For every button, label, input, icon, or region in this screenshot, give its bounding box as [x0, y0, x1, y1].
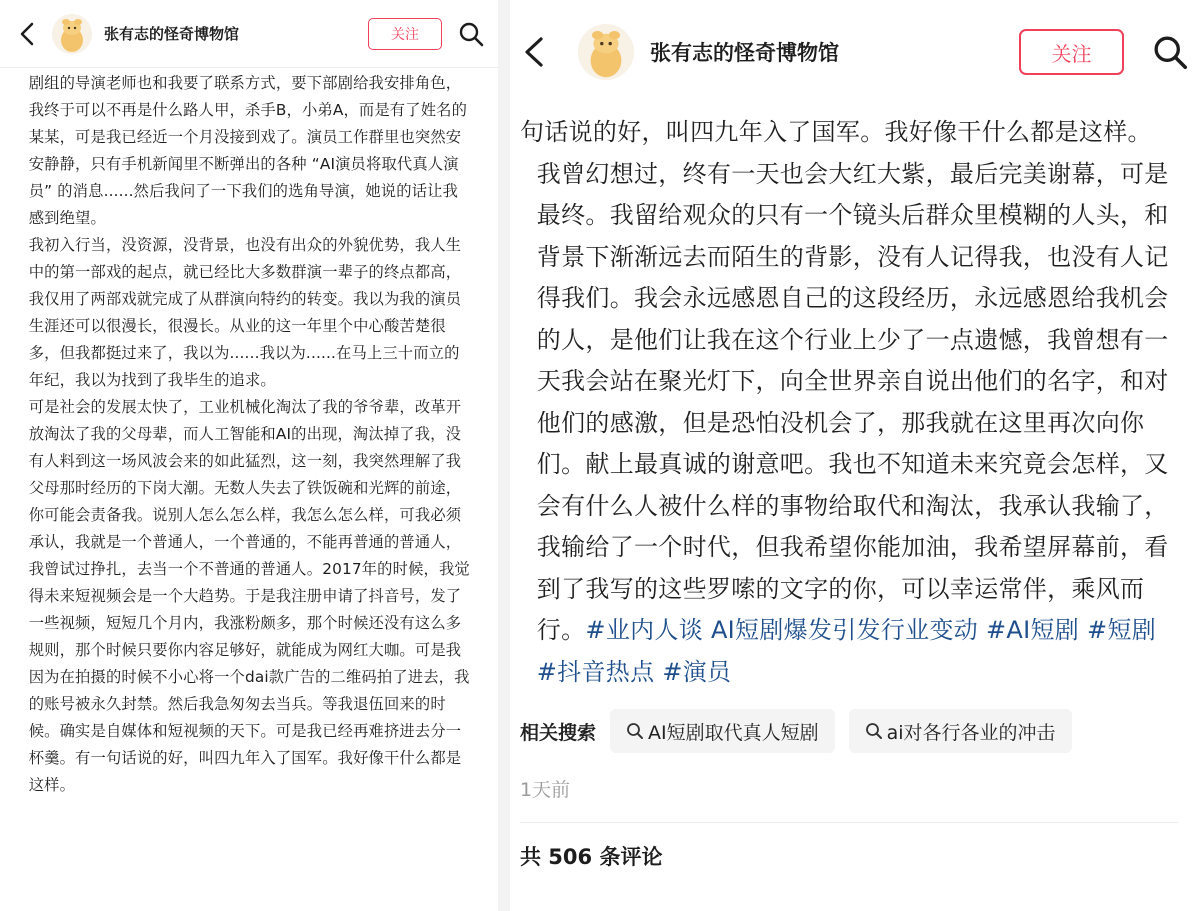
article-body [0, 68, 498, 799]
related-searches-label: 相关搜索 [520, 721, 597, 744]
comments-count[interactable]: 共 506 条评论 [520, 845, 663, 869]
top-bar [0, 0, 498, 68]
related-searches [520, 709, 1200, 753]
related-search-text: ai对各行各业的冲击 [886, 721, 1056, 744]
article-paragraph [520, 154, 1178, 694]
hashtag-link[interactable]: #演员 [662, 657, 732, 686]
hashtag-link[interactable]: #抖音热点 [536, 657, 655, 686]
hashtag-link[interactable]: #业内人谈 AI短剧爆发引发行业变动 [585, 616, 979, 644]
article-body [510, 104, 1200, 693]
hashtag-link[interactable]: #短剧 [1087, 616, 1157, 644]
article-paragraph: 句话说的好，叫四九年入了国军。我好像干什么都是这样。 [520, 118, 1152, 146]
section-divider [520, 822, 1178, 823]
avatar[interactable] [52, 14, 92, 54]
right-screenshot [510, 0, 1200, 911]
related-search-chip[interactable] [610, 709, 835, 753]
follow-button[interactable]: 关注 [1019, 29, 1124, 75]
post-time: 1天前 [520, 779, 571, 801]
account-name[interactable]: 张有志的怪奇博物馆 [650, 41, 839, 65]
article-paragraph: 可是社会的发展太快了，工业机械化淘汰了我的爷爷辈，改革开放淘汰了我的父母辈，而人工智能和AI的出现，淘汰掉了我，没有人料到这一场风波会来的如此猛烈，这一刻，我突然理解了我父母那时经历的下岗大潮。无数人失去了铁饭碗和光辉的前途，你可能会责备我。说别人怎么怎么样，我怎么怎么样，可我必须承认，我就是一个普通人，一个普通的，不能再普通的普通人，我曾试过挣扎，去当一个不普通的普通人。2017年的时候，我觉得未来短视频会是一个大趋势。于是我注册申请了抖音号，发了一些视频，短短几个月内，我涨粉颇多，那个时候还没有这么多规则，那个时候只要你内容足够好，就能成为网红大咖。可是我因为在拍摄的时候不小心将一个dai款广告的二维码拍了进去，我的账号被永久封禁。然后我急匆匆去当兵。等我退伍回来的时候。确实是自媒体和短视频的天下。可是我已经再难挤进去分一杯羹。有一句话说的好，叫四九年入了国军。我好像干什么都是这样。 [28, 398, 470, 794]
screenshot-divider [498, 0, 510, 911]
account-name[interactable]: 张有志的怪奇博物馆 [104, 25, 240, 43]
related-search-chip[interactable] [849, 709, 1072, 753]
top-bar [510, 0, 1200, 104]
avatar[interactable] [578, 24, 634, 80]
article-paragraph: 剧组的导演老师也和我要了联系方式，要下部剧给我安排角色，我终于可以不再是什么路人甲，杀手B，小弟A，而是有了姓名的某某，可是我已经近一个月没接到戏了。演员工作群里也突然安安静静，只有手机新闻里不断弹出的各种 “AI演员将取代真人演员” 的消息......然后我问了一下我们的选角导演，她说的话让我感到绝望。 [28, 74, 468, 227]
search-small-icon [865, 722, 883, 740]
search-icon[interactable] [1152, 34, 1188, 70]
back-icon[interactable] [522, 35, 546, 69]
hashtag-link[interactable]: #AI短剧 [985, 616, 1080, 644]
related-search-text: AI短剧取代真人短剧 [648, 721, 819, 744]
back-icon[interactable] [18, 21, 36, 47]
search-icon[interactable] [458, 21, 484, 47]
follow-button[interactable]: 关注 [368, 18, 442, 50]
search-small-icon [626, 722, 644, 740]
article-paragraph: 我初入行当，没资源，没背景，也没有出众的外貌优势，我人生中的第一部戏的起点，就已经比大多数群演一辈子的终点都高，我仅用了两部戏就完成了从群演向特约的转变。我以为我的演员生涯还可以很漫长，很漫长。从业的这一年里个中心酸苦楚很多，但我都挺过来了，我以为......我以为......在马上三十而立的年纪，我以为找到了我毕生的追求。 [28, 236, 462, 389]
article-paragraph-text: 我曾幻想过，终有一天也会大红大紫，最后完美谢幕，可是最终。我留给观众的只有一个镜头后群众里模糊的人头，和背景下渐渐远去而陌生的背影，没有人记得我，也没有人记得我们。我会永远感恩自己的这段经历，永远感恩给我机会的人，是他们让我在这个行业上少了一点遗憾，我曾想有一天我会站在聚光灯下，向全世界亲自说出他们的名字，和对他们的感激，但是恐怕没机会了，那我就在这里再次向你们。献上最真诚的谢意吧。我也不知道未来究竟会怎样，又会有什么人被什么样的事物给取代和淘汰，我承认我输了，我输给了一个时代，但我希望你能加油，我希望屏幕前，看到了我写的这些罗嗦的文字的你，可以幸运常伴，乘风而行。 [536, 159, 1169, 644]
left-screenshot [0, 0, 498, 911]
